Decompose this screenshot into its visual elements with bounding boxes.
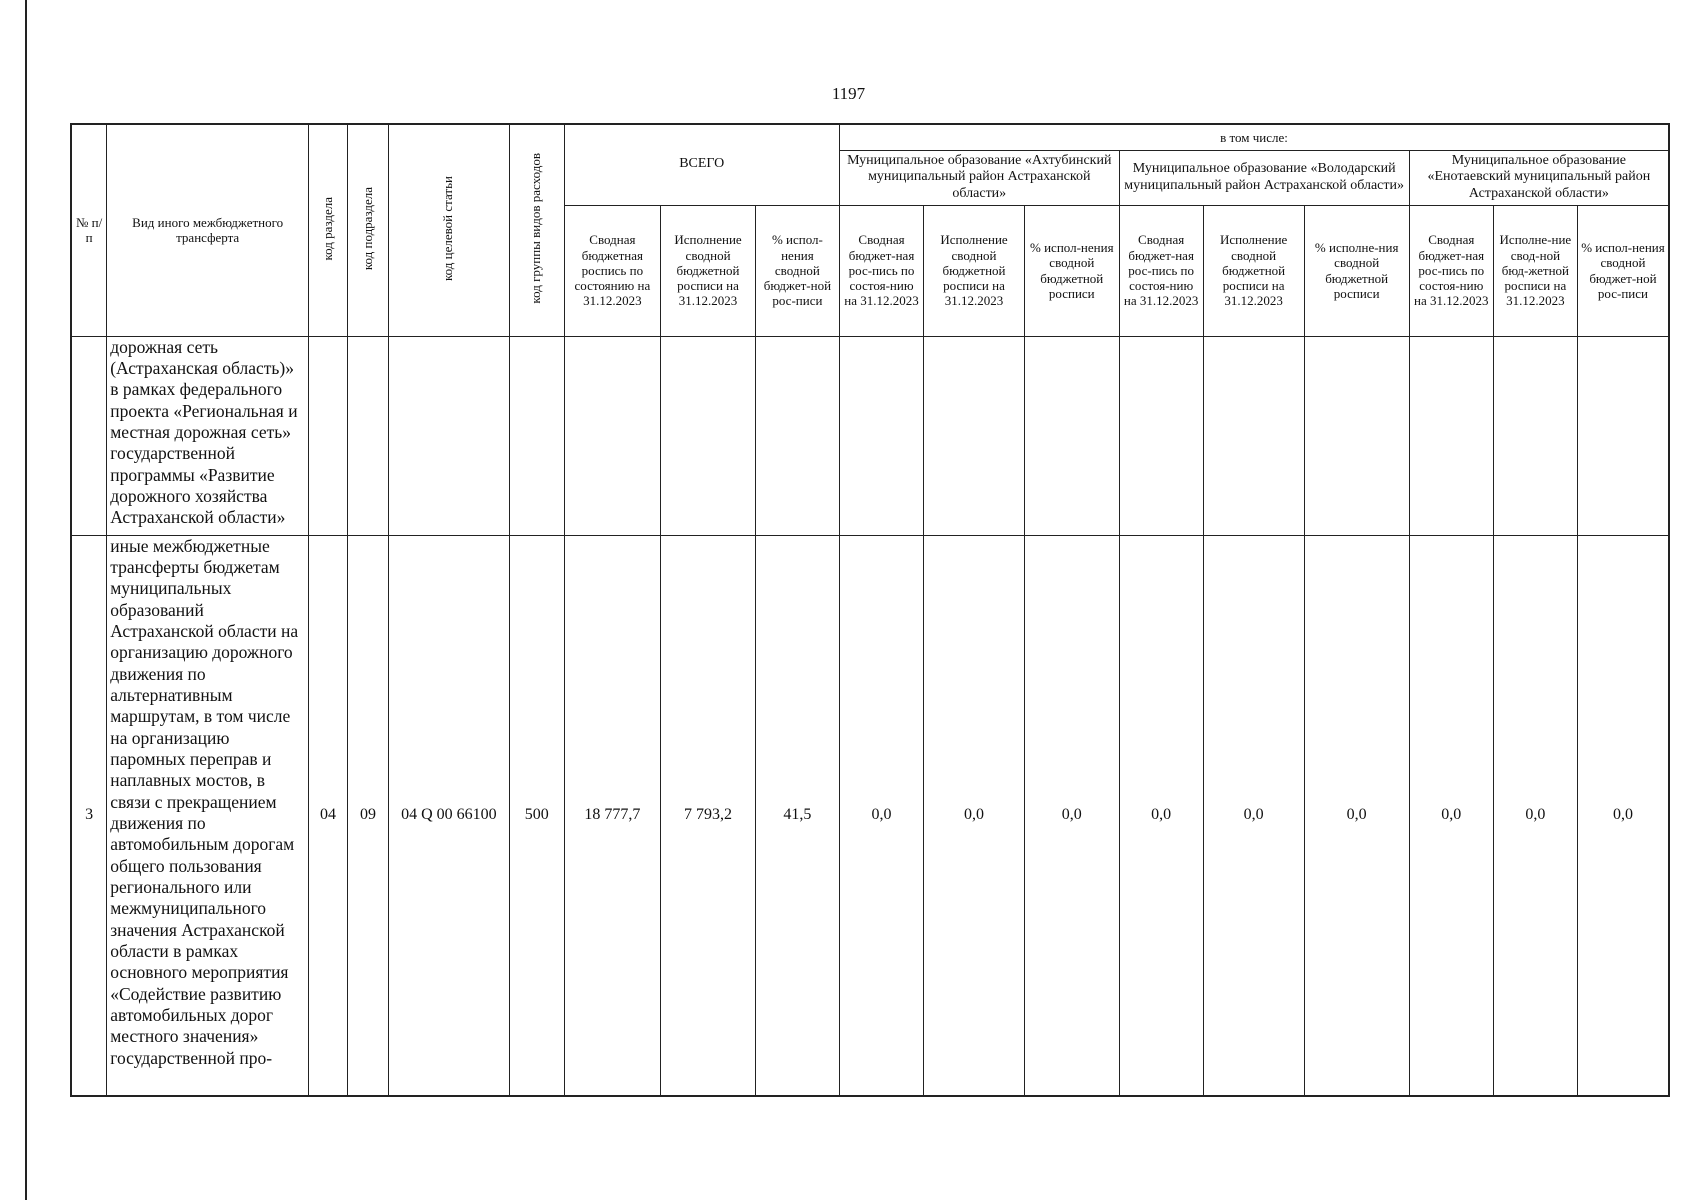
cell-value: 0,0	[924, 535, 1025, 1096]
page-number: 1197	[831, 84, 866, 103]
cell-value: 0,0	[1024, 535, 1119, 1096]
cell-podrazdel: 09	[347, 535, 388, 1096]
cell-value	[1493, 336, 1577, 535]
cell-value: 0,0	[1493, 535, 1577, 1096]
subheader-mo2-pct: % исполне-ния сводной бюджетной росписи	[1304, 205, 1409, 336]
subheader-vsego-pct: % испол-нения сводной бюджет-ной рос-писи	[755, 205, 839, 336]
cell-value	[1024, 336, 1119, 535]
cell-value	[661, 336, 756, 535]
table-row	[71, 535, 1669, 1096]
cell-tselevaya	[388, 336, 509, 535]
cell-value	[755, 336, 839, 535]
subheader-vsego-plan: Сводная бюджетная роспись по состоянию на 31.12.2023	[564, 205, 661, 336]
cell-gruppa	[509, 336, 564, 535]
cell-value: 7 793,2	[661, 535, 756, 1096]
subheader-mo2-plan: Сводная бюджет-ная рос-пись по состоя-нию на 31.12.2023	[1119, 205, 1203, 336]
cell-razdel: 04	[309, 535, 348, 1096]
cell-value: 0,0	[1304, 535, 1409, 1096]
header-v-tom-chisle: в том числе:	[839, 124, 1669, 150]
budget-table	[70, 123, 1670, 1097]
cell-value	[839, 336, 923, 535]
subheader-mo1-plan: Сводная бюджет-ная рос-пись по состоя-нию на 31.12.2023	[839, 205, 923, 336]
subheader-mo3-pct: % испол-нения сводной бюджет-ной рос-писи	[1577, 205, 1669, 336]
cell-value: 18 777,7	[564, 535, 661, 1096]
cell-razdel	[309, 336, 348, 535]
cell-value: 0,0	[1203, 535, 1304, 1096]
cell-tselevaya: 04 Q 00 66100	[388, 535, 509, 1096]
header-mo-volodarsky: Муниципальное образование «Володарский муниципальный район Астраханской области»	[1119, 150, 1409, 205]
header-kod-tselevoy: код целевой статьи	[388, 124, 509, 336]
cell-value: 41,5	[755, 535, 839, 1096]
table-row	[71, 336, 1669, 535]
header-mo-enotaevsky: Муниципальное образование «Енотаевский муниципальный район Астраханской области»	[1409, 150, 1669, 205]
cell-value	[1304, 336, 1409, 535]
cell-value	[924, 336, 1025, 535]
subheader-vsego-fact: Исполнение сводной бюджетной росписи на 31.12.2023	[661, 205, 756, 336]
cell-num: 3	[71, 535, 107, 1096]
cell-value: 0,0	[1409, 535, 1493, 1096]
subheader-mo2-fact: Исполнение сводной бюджетной росписи на 31.12.2023	[1203, 205, 1304, 336]
cell-value	[1119, 336, 1203, 535]
header-kod-razdela: код раздела	[309, 124, 348, 336]
cell-num	[71, 336, 107, 535]
subheader-mo3-plan: Сводная бюджет-ная рос-пись по состоя-нию на 31.12.2023	[1409, 205, 1493, 336]
header-num: № п/п	[71, 124, 107, 336]
cell-value	[1203, 336, 1304, 535]
subheader-mo1-fact: Исполнение сводной бюджетной росписи на 31.12.2023	[924, 205, 1025, 336]
cell-value: 0,0	[839, 535, 923, 1096]
cell-desc: дорожная сеть (Астраханская область)» в рамках федерального проекта «Региональная и местная дорожная сеть» государственной программы «Развитие дорожного хозяйства Астраханской области»	[107, 336, 309, 535]
header-kod-gruppy: код группы видов расходов	[509, 124, 564, 336]
header-mo-akhtubinsky: Муниципальное образование «Ахтубинский муниципальный район Астраханской области»	[839, 150, 1119, 205]
cell-value: 0,0	[1119, 535, 1203, 1096]
cell-gruppa: 500	[509, 535, 564, 1096]
cell-desc: иные межбюджетные трансферты бюджетам муниципальных образований Астраханской области на организацию дорожного движения по альтернативным маршрутам, в том числе на организацию паромных переправ и наплавных мостов, в связи с прекращением движения по автомобильным дорогам общего пользования регионального или межмуниципального значения Астраханской области в рамках основного мероприятия «Содействие развитию автомобильных дорог местного значения» государственной про-	[107, 535, 309, 1096]
cell-value	[1577, 336, 1669, 535]
cell-value	[1409, 336, 1493, 535]
header-vsego: ВСЕГО	[564, 124, 839, 205]
left-margin-line	[25, 0, 27, 1200]
subheader-mo1-pct: % испол-нения сводной бюджетной росписи	[1024, 205, 1119, 336]
header-kod-podrazdela: код подраздела	[347, 124, 388, 336]
header-vid: Вид иного межбюджетного трансферта	[107, 124, 309, 336]
subheader-mo3-fact: Исполне-ние свод-ной бюд-жетной росписи на 31.12.2023	[1493, 205, 1577, 336]
cell-value	[564, 336, 661, 535]
cell-podrazdel	[347, 336, 388, 535]
cell-value: 0,0	[1577, 535, 1669, 1096]
